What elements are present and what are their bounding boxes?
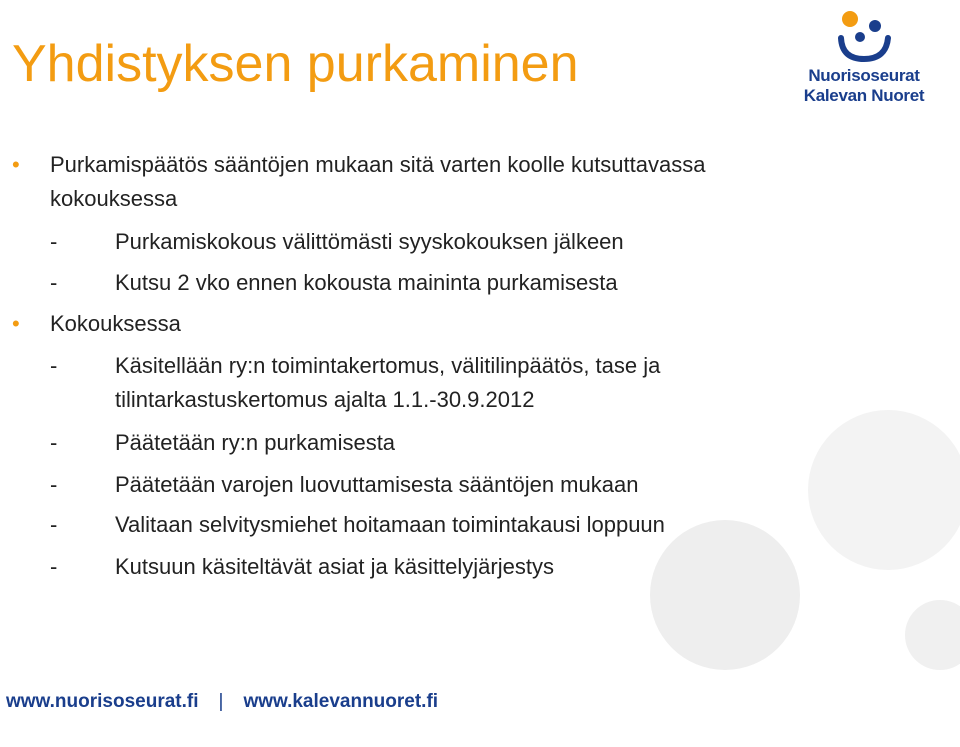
dash-marker: - xyxy=(50,554,58,579)
dash-marker: - xyxy=(50,472,58,497)
footer xyxy=(6,687,438,717)
sub-item: Purkamiskokous välittömästi syyskokouksen jälkeen xyxy=(115,229,624,254)
slide-title: Yhdistyksen purkaminen xyxy=(12,35,579,93)
sub-item: Valitaan selvitysmiehet hoitamaan toimintakausi loppuun xyxy=(115,512,665,537)
item-continuation: kokouksessa xyxy=(50,186,178,211)
bullet-item: Purkamispäätös sääntöjen mukaan sitä varten koolle kutsuttavassa xyxy=(50,152,706,177)
bullet-item: Kokouksessa xyxy=(50,311,181,336)
sub-item: Päätetään ry:n purkamisesta xyxy=(115,430,396,455)
decorative-circle xyxy=(808,410,960,570)
sub-item: Kutsu 2 vko ennen kokousta maininta purkamisesta xyxy=(115,270,618,295)
dash-marker: - xyxy=(50,229,58,254)
dash-marker: - xyxy=(50,270,58,295)
logo-text-line1: Nuorisoseurat xyxy=(808,66,920,85)
sub-item: Käsitellään ry:n toimintakertomus, välitilinpäätös, tase ja xyxy=(115,353,661,378)
decorative-circle xyxy=(905,600,960,670)
footer-link-kalevannuoret[interactable]: www.kalevannuoret.fi xyxy=(243,691,439,712)
footer-link-nuorisoseurat[interactable]: www.nuorisoseurat.fi xyxy=(6,691,199,712)
dash-marker: - xyxy=(50,512,58,537)
logo-mark-icon xyxy=(832,6,896,64)
item-continuation: tilintarkastuskertomus ajalta 1.1.-30.9.2012 xyxy=(115,387,535,412)
dash-marker: - xyxy=(50,353,58,378)
bullet-marker: • xyxy=(12,152,20,177)
decorative-circle xyxy=(650,520,800,670)
organization-logo xyxy=(794,6,934,110)
logo-text-line2: Kalevan Nuoret xyxy=(803,86,925,105)
bullet-marker: • xyxy=(12,311,20,336)
dash-marker: - xyxy=(50,430,58,455)
sub-item: Kutsuun käsiteltävät asiat ja käsittelyjärjestys xyxy=(115,554,554,579)
sub-item: Päätetään varojen luovuttamisesta sääntöjen mukaan xyxy=(115,472,639,497)
footer-separator: | xyxy=(218,691,224,712)
